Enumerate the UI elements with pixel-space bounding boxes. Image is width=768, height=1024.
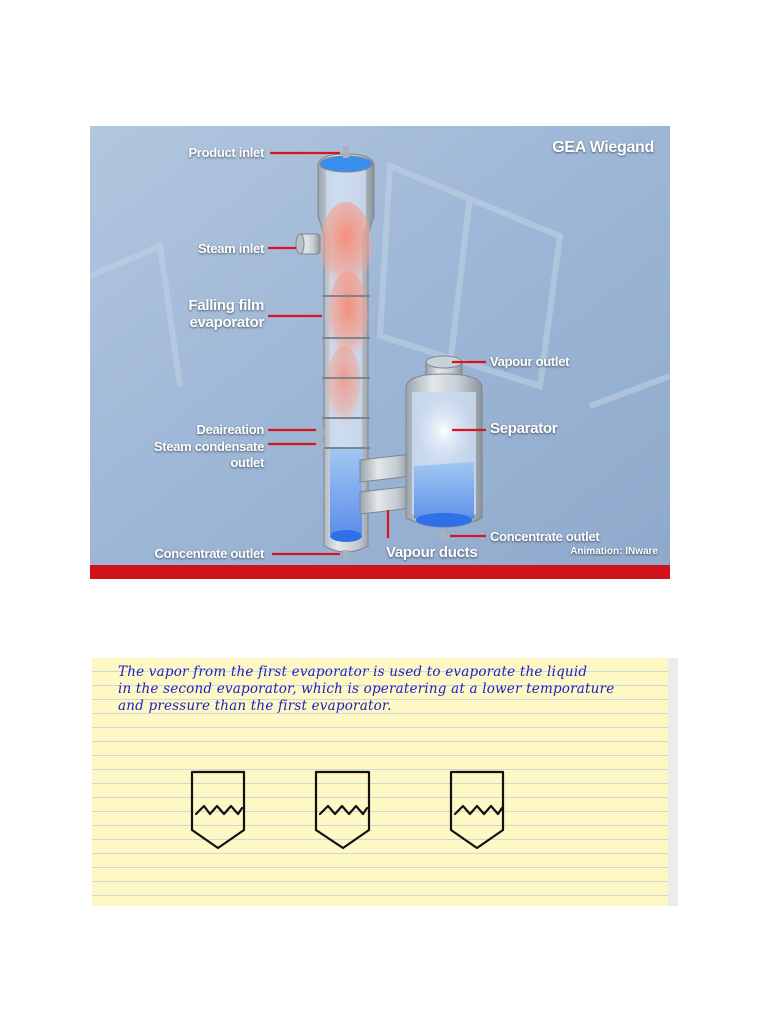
label-steam-inlet: Steam inlet	[197, 241, 264, 256]
animation-credit: Animation: INware	[570, 546, 658, 557]
note-line-2: in the second evaporator, which is operatering at a lower temporature	[118, 681, 615, 697]
sketch-evaporator-2	[316, 772, 369, 848]
brand-title: GEA Wiegand	[552, 139, 654, 156]
sketch-evaporator-3	[451, 772, 503, 848]
label-concentrate-outlet-right: Concentrate outlet	[490, 529, 600, 544]
label-falling-film-1: Falling film	[188, 297, 264, 314]
label-deaireation: Deaireation	[196, 422, 264, 437]
label-vapour-outlet: Vapour outlet	[490, 354, 570, 369]
evaporator-diagram	[90, 126, 670, 579]
note-line-1: The vapor from the first evaporator is used to evaporate the liquid	[118, 664, 588, 680]
handwritten-notes	[92, 658, 678, 906]
label-product-inlet: Product inlet	[188, 145, 264, 160]
sketch-evaporator-1	[192, 772, 244, 848]
evaporator-sketches	[92, 658, 678, 906]
separator-vessel	[406, 356, 482, 538]
label-vapour-ducts: Vapour ducts	[386, 544, 478, 561]
evaporator-illustration	[90, 126, 670, 579]
note-line-3: and pressure than the first evaporator.	[118, 698, 392, 714]
label-concentrate-outlet-left: Concentrate outlet	[154, 546, 264, 561]
label-steam-condensate-2: outlet	[230, 455, 264, 470]
label-separator: Separator	[490, 420, 558, 437]
label-falling-film-2: evaporator	[189, 314, 264, 331]
red-footer-bar	[90, 565, 670, 579]
label-steam-condensate-1: Steam condensate	[153, 439, 264, 454]
